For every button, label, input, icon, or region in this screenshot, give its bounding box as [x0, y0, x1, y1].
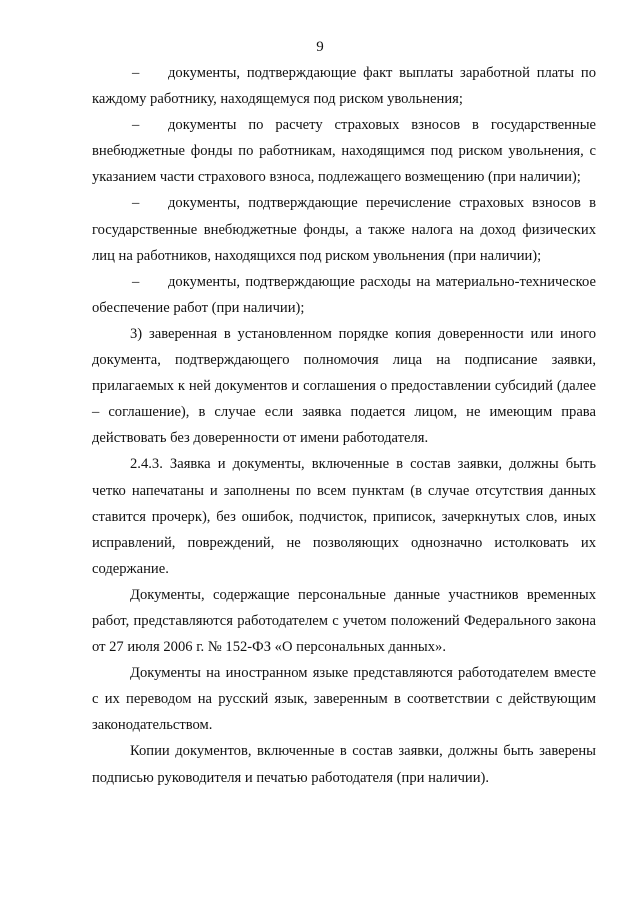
list-item-salary-documents: [92, 60, 596, 112]
paragraph-power-of-attorney: 3) заверенная в установленном порядке копия доверенности или иного документа, подтверждающего полномочия лица на подписание заявки, прилагаемых к ней документов и соглашения о предоставлении субсидий (далее – соглашение), в случае если заявка подается лицом, не имеющим права действовать без доверенности от имени работодателя.: [92, 325, 596, 447]
paragraph-text: документы по расчету страховых взносов в государственные внебюджетные фонды по работникам, находящимся под риском увольнения, с указанием части страхового взноса, подлежащего возмещению (при наличии);: [92, 117, 596, 186]
list-dash: –: [132, 195, 140, 212]
paragraph-text: документы, подтверждающие перечисление страховых взносов в государственные внебюджетные фонды, а также налога на доход физических лиц на работников, находящихся под риском увольнения (при наличии);: [92, 195, 596, 264]
paragraph-application-requirements: 2.4.3. Заявка и документы, включенные в состав заявки, должны быть четко напечатаны и заполнены по всем пунктам (в случае отсутствия данных ставится прочерк), без ошибок, подчисток, приписок, зачеркнутых слов, иных исправлений, повреждений, не позволяющих однозначно истолковать их содержание.: [92, 456, 596, 577]
document-body: [92, 60, 596, 791]
paragraph-foreign-language: Документы на иностранном языке представляются работодателем вместе с их переводом на русский язык, заверенным в соответствии с действующим законодательством.: [92, 665, 596, 734]
list-item-insurance-transfer: [92, 190, 596, 268]
page-number: 9: [316, 39, 324, 55]
list-dash: –: [132, 65, 140, 81]
paragraph-text: документы, подтверждающие факт выплаты заработной платы по каждому работнику, находящемуся под риском увольнения;: [92, 65, 596, 108]
list-item-material-expenses: [92, 269, 596, 321]
list-dash: –: [132, 117, 140, 134]
paragraph-text: документы, подтверждающие расходы на материально-техническое обеспечение работ (при наличии);: [92, 273, 596, 316]
paragraph-personal-data: Документы, содержащие персональные данные участников временных работ, представляются работодателем с учетом положений Федерального закона от 27 июля 2006 г. № 152-ФЗ «О персональных данных».: [92, 586, 596, 656]
list-dash: –: [132, 273, 140, 290]
list-item-insurance-calculation: [92, 112, 596, 190]
paragraph-document-copies: Копии документов, включенные в состав заявки, должны быть заверены подписью руководителя и печатью работодателя (при наличии).: [92, 743, 596, 786]
